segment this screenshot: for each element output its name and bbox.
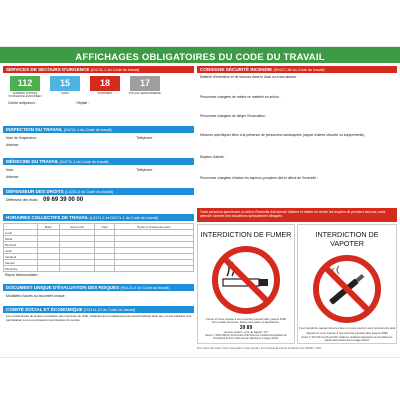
- secours-title: SERVICES DE SECOURS D'URGENCE: [6, 67, 90, 72]
- fumer-help-note: service gratuit + prix de l'appel, 7j/7: [224, 329, 268, 334]
- left-column: [3, 66, 194, 332]
- horaires-title: HORAIRES COLLECTIFS DE TRAVAIL: [6, 215, 89, 220]
- incendie-item: Personnes chargées d'aviser les sapeurs-pompiers dès le début de l'incendie :: [200, 176, 318, 180]
- medecine-row: [3, 165, 194, 172]
- table-header: Après-midi: [59, 224, 95, 230]
- inspection-ref: (D4711-1 du Code du travail): [63, 128, 113, 132]
- poster: [0, 46, 400, 358]
- fumer-legal: Décret n° 2006-1386 du 15 novembre 2006 fixant les conditions d'application de l'interdiction de fumer dans les lieux affectés à un usage collectif.: [205, 335, 287, 341]
- medecine-nom-label: Nom :: [6, 168, 16, 172]
- inspection-row: [3, 133, 194, 140]
- day-label: Lundi: [4, 230, 38, 236]
- horaires-ref: (L3171-1 et D3171-1 du Code du travail): [89, 216, 158, 220]
- defenseur-phone: 09 69 39 00 00: [43, 197, 84, 203]
- vapoter-caption: Il est interdit de vapoter dans les lieux où vous pourrez avoir pourrait être aidé: [298, 326, 396, 330]
- secours-ref: (D4711-1 du Code du travail): [90, 68, 140, 72]
- incendie-section: [197, 66, 397, 208]
- incendie-item: Personnes chargées de mettre ce matériel en action :: [200, 95, 281, 99]
- number-caption: POMPIERS: [97, 91, 113, 95]
- emergency-number-112: [8, 76, 42, 98]
- number-badge: 15: [50, 76, 80, 91]
- day-label: Jeudi: [4, 248, 38, 254]
- vapoter-legal: Décret n° 2017-633 du 25 avril 2017 relatif aux conditions d'application de l'interdiction de vapoter dans certains lieux à usage collectif.: [301, 336, 393, 342]
- day-label: Mardi: [4, 236, 38, 242]
- table-header: Matin: [38, 224, 59, 230]
- incendie-ref: (R4227-38 du Code du travail): [273, 68, 325, 72]
- incendie-header: [197, 66, 397, 73]
- interdiction-vapoter-panel: [297, 224, 397, 344]
- centre-antipoison-label: Centre antipoison :: [8, 101, 37, 106]
- secours-header: [3, 66, 194, 73]
- incendie-title: CONSIGNE SÉCURITÉ INCENDIE: [200, 67, 273, 72]
- vapoter-title: INTERDICTION DE VAPOTER: [315, 230, 379, 248]
- day-label: Dimanche: [4, 266, 38, 272]
- horaires-table: [3, 223, 194, 272]
- repos-label: Repos hebdomadaire :: [5, 273, 40, 277]
- no-vaping-icon: [312, 254, 382, 324]
- table-header: Total: [95, 224, 114, 230]
- number-badge: 18: [90, 76, 120, 91]
- defenseur-label: Défenseur des droits :: [6, 198, 40, 202]
- cse-ref: (R2314-22 du Code du travail): [84, 308, 136, 312]
- secours-section: [3, 66, 194, 126]
- number-badge: 17: [130, 76, 160, 91]
- incendie-items: [197, 73, 397, 196]
- inspection-adresse-label: Adresse :: [6, 143, 21, 148]
- number-badge: 112: [10, 76, 40, 91]
- inspection-title: INSPECTION DU TRAVAIL: [6, 127, 63, 132]
- defenseur-ref: (L1153-3 du Code du travail): [64, 190, 114, 194]
- defenseur-section: [3, 188, 194, 214]
- incendie-notice: Toute personne apercevant un début d'incendie doit donner l'alarme et mettre en œuvre les moyens de premiers secours, sans attendre l'arrivée des travailleurs spécialement désignés.: [197, 208, 397, 222]
- emergency-numbers: [3, 73, 194, 98]
- fumer-phone: 39 89: [239, 324, 253, 331]
- cse-title: COMITÉ SOCIAL ET ÉCONOMIQUE: [6, 307, 83, 312]
- incendie-item: Moyens d'alerte :: [200, 155, 226, 159]
- document-unique-section: [3, 284, 194, 306]
- document-unique-ref: (R4121-4 du Code du travail): [120, 286, 170, 290]
- number-caption: NUMÉRO D'APPEL D'URGENCE EUROPÉEN: [8, 91, 42, 99]
- inspection-section: [3, 126, 194, 158]
- cse-text: Les coordonnées de la liste nominative des membres du CSE, indiquant leur emplacement de travail habituel ainsi que, le cas échéant, leur participation à une ou plusieurs commissions du comité.: [6, 314, 192, 322]
- medecine-tel-label: Téléphone :: [136, 168, 154, 172]
- horaires-header: [3, 214, 194, 221]
- defenseur-header: [3, 188, 194, 195]
- number-caption: SAMU: [60, 91, 70, 95]
- horaires-section: [3, 214, 194, 284]
- medecine-title: MÉDECINE DU TRAVAIL: [6, 159, 59, 164]
- vapoter-help: Vapoter ici vous expose à une amende pouvant aller jusqu'à 150€: [306, 331, 388, 336]
- medecine-ref: (D4711-1 du Code du travail): [59, 160, 109, 164]
- day-label: Mercredi: [4, 242, 38, 248]
- fumer-title: INTERDICTION DE FUMER: [200, 230, 292, 239]
- incendie-item: Mesures spécifiques liées à la présence de personnes handicapées (rappel d'alerte sécurité ou équipements) :: [200, 133, 367, 137]
- number-caption: POLICE GENDARMERIE: [129, 91, 161, 95]
- inspection-tel-label: Téléphone :: [136, 136, 154, 140]
- fumer-caption: Fumer ici vous expose à une amende pouvant aller jusqu'à 450€: [206, 317, 286, 321]
- cse-section: [3, 306, 194, 332]
- day-label: Vendredi: [4, 254, 38, 260]
- medecine-adresse-label: Adresse :: [6, 175, 21, 180]
- document-unique-header: [3, 284, 194, 291]
- defenseur-row: [3, 195, 194, 202]
- secours-fields: [3, 98, 194, 105]
- incendie-item: Matériel d'extinction et de secours dans le local ou à ses abords :: [200, 75, 298, 79]
- emergency-number-15: [48, 76, 82, 98]
- no-smoking-icon: [211, 245, 281, 315]
- table-row: [4, 266, 194, 272]
- cse-header: [3, 306, 194, 313]
- fumer-help: Pour arrêter de fumer, faites-vous aider en appelant le :: [211, 320, 281, 325]
- inspecteur-label: Nom de l'inspecteur :: [6, 136, 38, 140]
- poster-title: AFFICHAGES OBLIGATOIRES DU CODE DU TRAVAIL: [0, 52, 400, 63]
- hopital-label: Hôpital :: [76, 101, 89, 106]
- day-label: Samedi: [4, 260, 38, 266]
- medecine-header: [3, 158, 194, 165]
- footer-text: Zone photo libre avant. Code commentaire, même pendant, des Imprimés Économes du Marché, Ref. 906000 - 2020.: [197, 347, 322, 350]
- document-unique-title: DOCUMENT UNIQUE D'ÉVALUATION DES RISQUES: [6, 285, 120, 290]
- inspection-header: [3, 126, 194, 133]
- defenseur-title: DÉFENSEUR DES DROITS: [6, 189, 64, 194]
- right-column: [197, 66, 397, 350]
- incendie-item: Personnes chargées de diriger l'évacuation :: [200, 114, 267, 118]
- emergency-number-18: [88, 76, 122, 98]
- table-header: Durée et horaires de repos: [114, 224, 193, 230]
- medecine-section: [3, 158, 194, 188]
- document-unique-label: Modalités d'accès au document unique :: [6, 294, 67, 298]
- interdiction-fumer-panel: [197, 224, 295, 344]
- emergency-number-17: [128, 76, 162, 98]
